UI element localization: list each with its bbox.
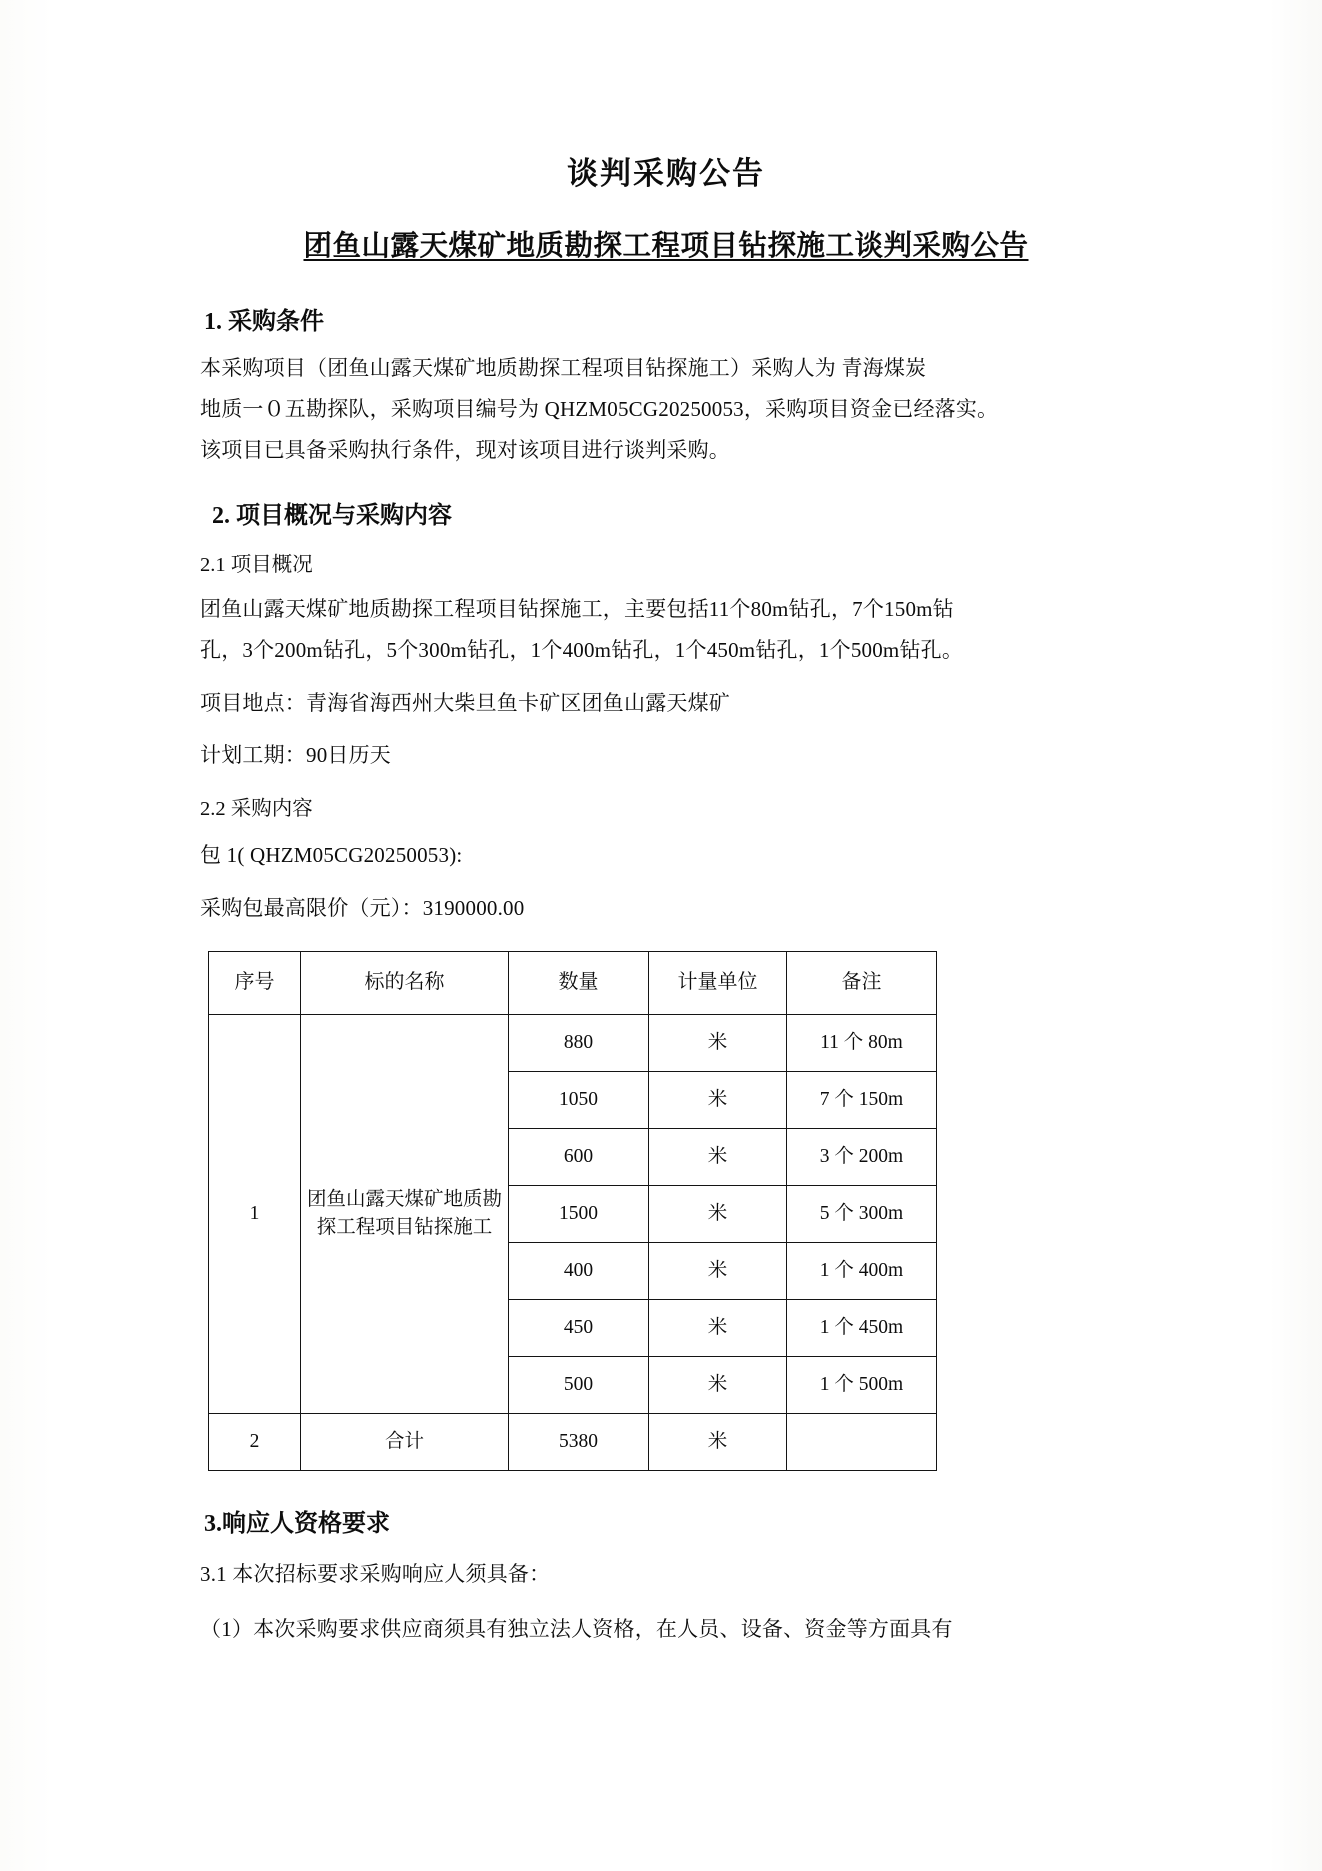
cell-seq-main: 1 [209, 1014, 301, 1413]
cell-note: 1 个 450m [787, 1299, 937, 1356]
document-title: 谈判采购公告 [567, 156, 765, 191]
cell-unit: 米 [649, 1242, 787, 1299]
header-qty: 数量 [509, 951, 649, 1014]
cell-qty: 450 [509, 1299, 649, 1356]
document-subtitle [186, 192, 1146, 265]
header-unit: 计量单位 [649, 951, 787, 1014]
cell-note: 1 个 500m [787, 1356, 937, 1413]
section-3-line-2: （1）本次采购要求供应商须具有独立法人资格，在人员、设备、资金等方面具有 [200, 1617, 953, 1642]
header-seq: 序号 [209, 951, 301, 1014]
section-2-heading: 2. 项目概况与采购内容 [212, 502, 452, 529]
cell-note: 3 个 200m [787, 1128, 937, 1185]
cell-note: 7 个 150m [787, 1071, 937, 1128]
cell-note: 1 个 400m [787, 1242, 937, 1299]
cell-total-unit: 米 [649, 1413, 787, 1470]
goods-table [208, 951, 937, 1471]
max-price: 采购包最高限价（元）：3190000.00 [200, 895, 525, 920]
section-2-1-line-1: 团鱼山露天煤矿地质勘探工程项目钻探施工，主要包括11个80m钻孔，7个150m钻 [200, 596, 954, 621]
cell-note: 11 个 80m [787, 1014, 937, 1071]
goods-table-head [209, 951, 937, 1014]
cell-unit: 米 [649, 1071, 787, 1128]
cell-qty: 400 [509, 1242, 649, 1299]
cell-total-seq: 2 [209, 1413, 301, 1470]
goods-table-body [209, 1014, 937, 1470]
project-location: 项目地点：青海省海西州大柴旦鱼卡矿区团鱼山露天煤矿 [200, 690, 730, 715]
cell-total-qty: 5380 [509, 1413, 649, 1470]
cell-qty: 600 [509, 1128, 649, 1185]
document-content [186, 0, 1146, 1650]
table-total-row [209, 1413, 937, 1470]
section-1-paragraph-line-1: 本采购项目（团鱼山露天煤矿地质勘探工程项目钻探施工）采购人为 青海煤炭 [200, 356, 927, 380]
section-2-1-line-2: 孔，3个200m钻孔，5个300m钻孔，1个400m钻孔，1个450m钻孔，1个500m钻孔。 [200, 637, 964, 662]
cell-unit: 米 [649, 1014, 787, 1071]
goods-table-wrapper [186, 929, 1146, 1471]
cell-qty: 1500 [509, 1185, 649, 1242]
document-subtitle-text: 团鱼山露天煤矿地质勘探工程项目钻探施工谈判采购公告 [303, 231, 1029, 263]
cell-item-name: 团鱼山露天煤矿地质勘探工程项目钻探施工 [301, 1014, 509, 1413]
header-note: 备注 [787, 951, 937, 1014]
project-duration: 计划工期：90日历天 [200, 743, 391, 768]
package-number: 包 1( QHZM05CG20250053): [200, 843, 463, 868]
section-3-line-1: 3.1 本次招标要求采购响应人须具备： [200, 1562, 551, 1587]
cell-unit: 米 [649, 1185, 787, 1242]
section-1-paragraph-line-3: 该项目已具备采购执行条件，现对该项目进行谈判采购。 [200, 437, 730, 462]
section-2-2-heading: 2.2 采购内容 [200, 798, 313, 821]
section-1-paragraph-line-2: 地质一０五勘探队，采购项目编号为 QHZM05CG20250053，采购项目资金已经落实。 [200, 396, 999, 421]
section-3-heading: 3.响应人资格要求 [204, 1510, 390, 1537]
section-1-heading: 1. 采购条件 [204, 308, 324, 335]
cell-unit: 米 [649, 1356, 787, 1413]
cell-qty: 1050 [509, 1071, 649, 1128]
cell-unit: 米 [649, 1299, 787, 1356]
cell-unit: 米 [649, 1128, 787, 1185]
cell-total-note [787, 1413, 937, 1470]
cell-qty: 500 [509, 1356, 649, 1413]
cell-total-name: 合计 [301, 1413, 509, 1470]
section-2-1-heading: 2.1 项目概况 [200, 554, 313, 576]
cell-note: 5 个 300m [787, 1185, 937, 1242]
cell-qty: 880 [509, 1014, 649, 1071]
table-header-row [209, 951, 937, 1014]
header-name: 标的名称 [301, 951, 509, 1014]
table-row [209, 1014, 937, 1071]
